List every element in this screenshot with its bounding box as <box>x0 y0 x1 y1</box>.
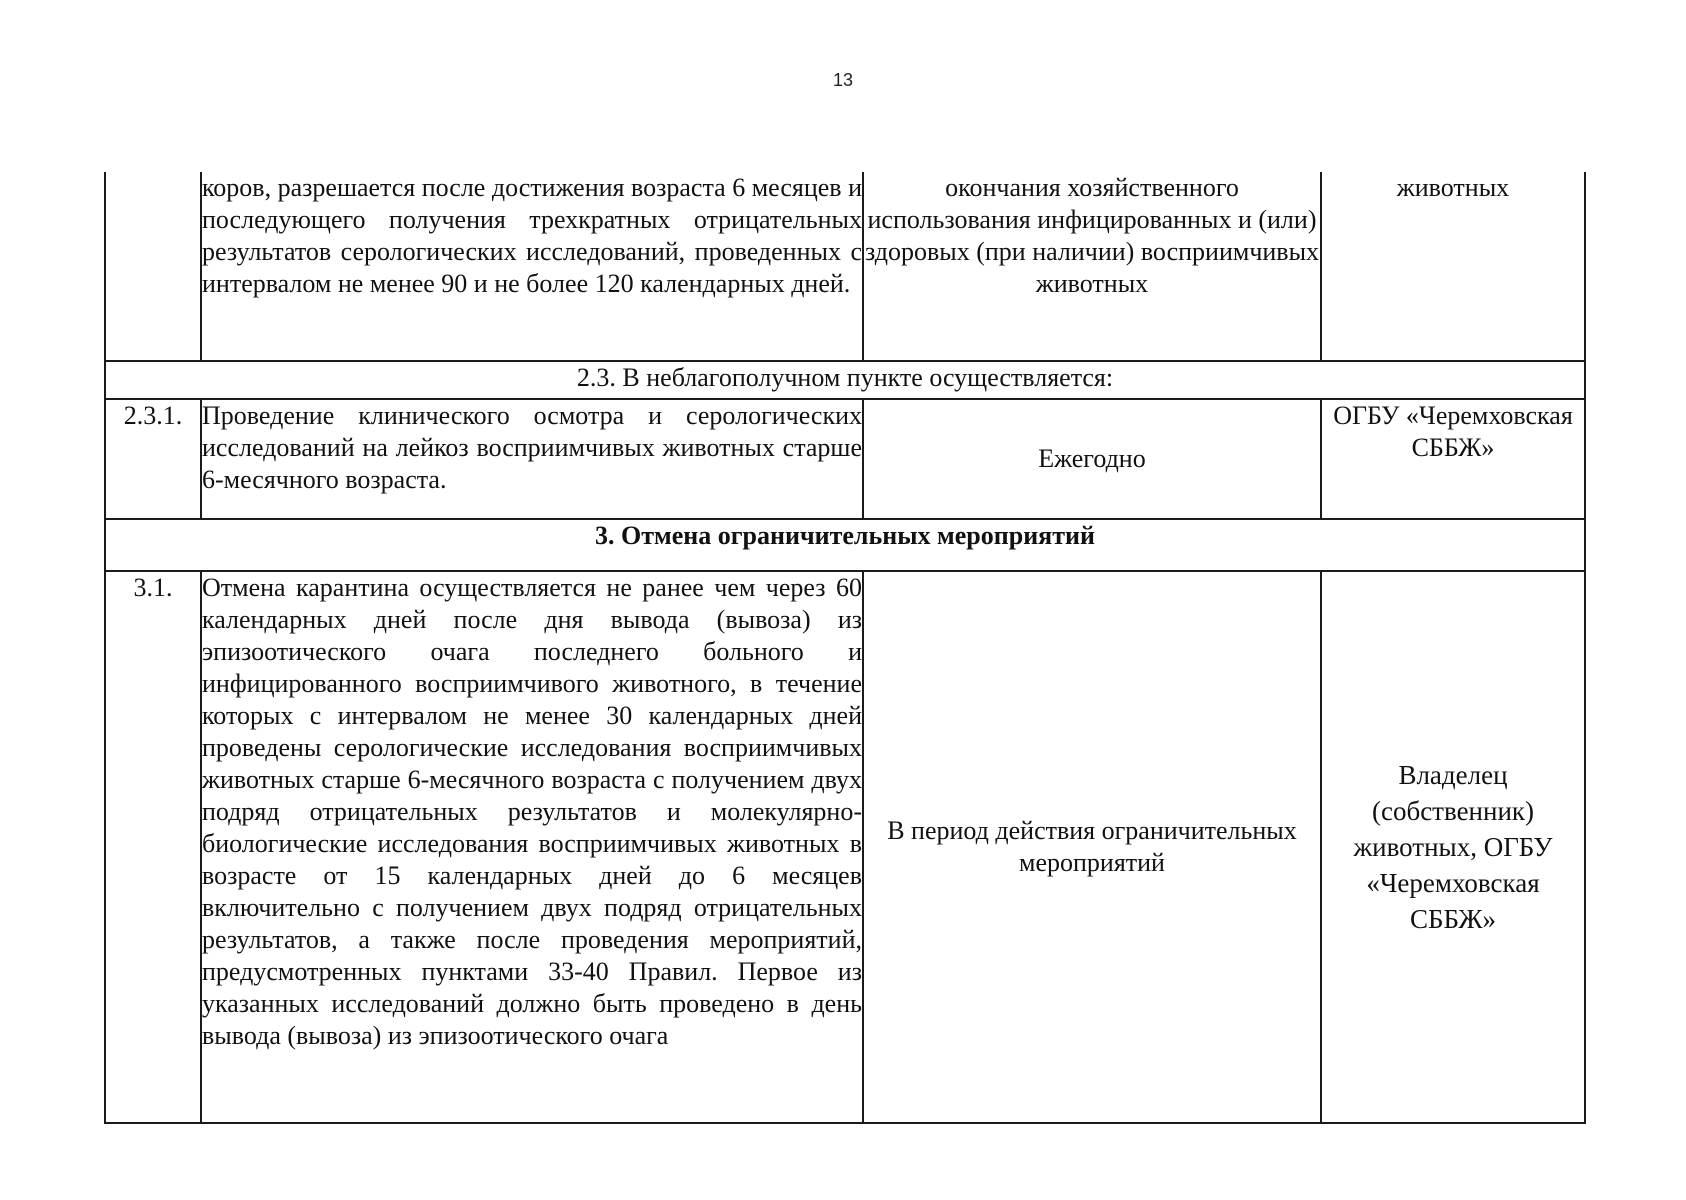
description-text: Проведение клинического осмотра и серологических исследований на лейкоз восприимчивых животных старше 6-месячного возраста. <box>202 401 862 494</box>
section-title: 3. Отмена ограничительных мероприятий <box>105 519 1585 571</box>
measures-table <box>104 172 1586 1124</box>
description-cell <box>201 399 863 519</box>
section-row-3 <box>105 519 1585 571</box>
number-cell: 2.3.1. <box>105 399 201 519</box>
responsible-cell: Владелец (собственник) животных, ОГБУ «Черемховская СББЖ» <box>1321 571 1585 1123</box>
table-row-2-3-1 <box>105 399 1585 519</box>
term-cell: В период действия ограничительных мероприятий <box>863 571 1321 1123</box>
term-cell: окончания хозяйственного использования инфицированных и (или) здоровых (при наличии) восприимчивых животных <box>863 172 1321 361</box>
section-row-2-3 <box>105 361 1585 399</box>
page-number: 13 <box>832 70 854 90</box>
description-cell <box>201 571 863 1123</box>
description-text: коров, разрешается после достижения возраста 6 месяцев и последующего получения трехкратных отрицательных результатов серологических исследований, проведенных с интервалом не менее 90 и не более 120 календарных дней. <box>202 173 862 298</box>
responsible-cell: ОГБУ «Черемховская СББЖ» <box>1321 399 1585 519</box>
description-cell <box>201 172 863 361</box>
number-cell <box>105 172 201 361</box>
number-cell: 3.1. <box>105 571 201 1123</box>
table-row-continuation <box>105 172 1585 361</box>
table-row-3-1 <box>105 571 1585 1123</box>
description-text: Отмена карантина осуществляется не ранее чем через 60 календарных дней после дня вывода (вывоза) из эпизоотического очага последнего больного и инфицированного восприимчивого животного, в течение которых с интервалом не менее 30 календарных дней проведены серологические исследования восприимчивых животных старше 6-месячного возраста с получением двух подряд отрицательных результатов и молекулярно-биологические исследования восприимчивых животных в возрасте от 15 календарных дней до 6 месяцев включительно с получением двух подряд отрицательных результатов, а также после проведения мероприятий, предусмотренных пунктами 33-40 Правил. Первое из указанных исследований должно быть проведено в день вывода (вывоза) из эпизоотического очага <box>202 573 862 1050</box>
section-title: 2.3. В неблагополучном пункте осуществляется: <box>105 361 1585 399</box>
term-cell: Ежегодно <box>863 399 1321 519</box>
responsible-cell: животных <box>1321 172 1585 361</box>
